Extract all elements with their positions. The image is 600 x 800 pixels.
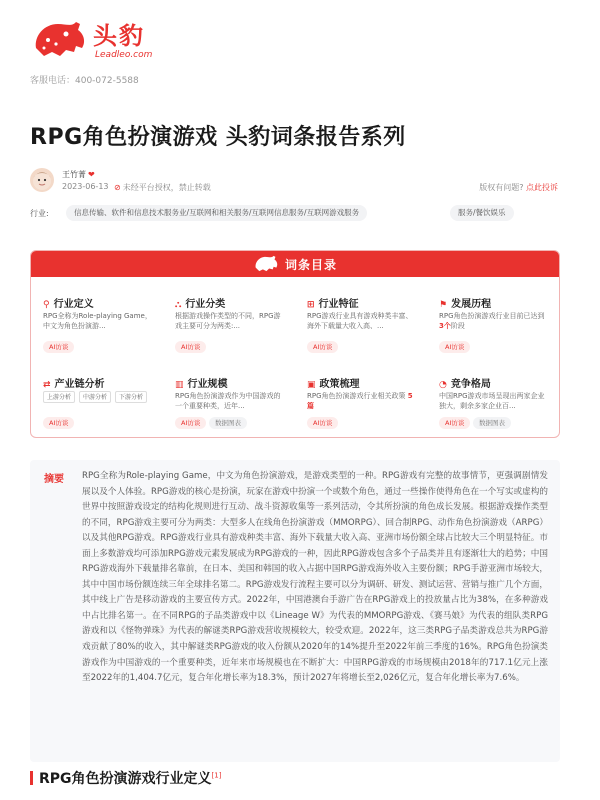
toc-item-desc: RPG全称为Role-playing Game，中文为角色扮演游... (43, 312, 152, 330)
abstract-text: RPG全称为Role-playing Game，中文为角色扮演游戏，是游戏类型的一种。RPG游戏有完整的故事情节，更强调剧情发展以及个人体验。RPG游戏的核心是扮演，玩家在游戏中扮演一个或数个角色，通过一些操作使得角色在一个写实或虚构的世界中按照游戏设定的结构化规则进行互动、战斗资源收集等一系列活动，令其所扮演的角色成长发展。根据游戏操作类型的不同，RPG游戏主要可分为两类：大型多人在线角色扮演游戏（MMORPG）、回合制RPG、动作角色扮演游戏（ARPG）以及其他RPG游戏。RPG游戏行业具有游戏种类丰富、海外下载量大收入高、亚洲市场份额全球占比较大三个明显特征。市面上多数游戏均可添加RPG游戏元素发展成为RPG游戏的一种，因此RPG游戏包含多个子品类并且有逐渐壮大的趋势；中国RPG游戏海外下载量排名靠前，在日本、美国和韩国的收入占据中国RPG游戏海外收入主要份额；RPG手游亚洲市场较大，其中中国市场份额连续三年全球排名第二。RPG游戏发行流程主要可以分为调研、研发、测试运营、营销与推广几个方面，其中线上广告是移动游戏的主要宣传方式。2022年，中国港澳台手游广告在RPG游戏上的投放量占比为38%，在多种游戏中占比排名第一。在不同RPG的子品类游戏中以《Lineage W》为代表的MMORPG游戏、《赛马娘》为代表的组队类RPG游戏和以《怪物弹珠》为代表的解谜类RPG游戏营收规模较大，较受欢迎。2022年，这三类RPG子品类游戏总共为RPG游戏贡献了80%的收入，其中解谜类RPG游戏的收入份额从2020年的14%提升至2022年前三季度的16%。RPG角色扮演类游戏作为中国游戏的一个重要种类，近年来市场规模也在不断扩大：中国RPG游戏的市场规模由2018年的717.1亿元上涨至2022年的1,404.7亿元，复合年化增长率为18.3%，预计2027年将增长至2,026亿元，复合年化增长率为7.6%。 (82, 471, 548, 684)
toc-item-desc: 根据游戏操作类型的不同，RPG游戏主要可分为两类:... (175, 312, 281, 330)
section-title-text: RPG角色扮演游戏行业定义 (39, 771, 212, 787)
ai-interview-pill[interactable]: AI访谈 (43, 341, 74, 353)
heart-icon: ❤ (88, 170, 95, 179)
desc-text: 阶段 (450, 322, 465, 330)
chain-icon: ⇄ (43, 380, 51, 390)
classification-icon: ⛬ (175, 300, 182, 310)
footnote-ref[interactable]: [1] (211, 771, 222, 780)
copyright-question (479, 182, 558, 193)
ai-interview-pill[interactable]: AI访谈 (439, 417, 470, 429)
author-name-text: 王竹菁 (62, 170, 86, 179)
abstract-label: 摘要 (44, 474, 64, 485)
stage-count: 3个 (439, 322, 451, 330)
toc-item-desc: 中国RPG游戏市场呈现出两家企业独大，剩余多家企业百... (439, 392, 545, 410)
midstream-chip[interactable]: 中游分析 (79, 391, 111, 403)
industry-tag[interactable]: 服务/餐饮娱乐 (450, 205, 514, 221)
section-bar (30, 771, 33, 785)
toc-item-desc: RPG角色扮演游戏作为中国游戏的一个重要种类，近年... (175, 392, 281, 410)
feature-icon: ⊞ (307, 300, 315, 310)
industry-label: 行业: (30, 209, 49, 218)
toc-item-title: 行业分类 (185, 299, 226, 310)
report-complaint-link[interactable]: 点此投诉 (526, 183, 558, 192)
hotline: 客服电话：400-072-5588 (30, 76, 139, 86)
toc-item-title: 行业特征 (318, 299, 359, 310)
data-chart-pill[interactable]: 数据图表 (473, 417, 511, 429)
desc-text: RPG角色扮演游戏行业目前已达到 (439, 312, 545, 320)
copyright-notice (114, 182, 211, 193)
data-chart-pill[interactable]: 数据图表 (209, 417, 247, 429)
toc-item-title: 行业规模 (187, 379, 228, 390)
ai-interview-pill[interactable]: AI访谈 (175, 417, 206, 429)
author-name[interactable] (62, 169, 95, 180)
toc-item-title: 行业定义 (53, 299, 94, 310)
ai-interview-pill[interactable]: AI访谈 (43, 417, 74, 429)
toc-item-desc: RPG游戏行业具有游戏种类丰富、海外下载量大收入高、... (307, 312, 413, 330)
industry-tag[interactable]: 信息传输、软件和信息技术服务业/互联网和相关服务/互联网信息服务/互联网游戏服务 (66, 205, 367, 221)
brand-logo[interactable] (30, 14, 160, 70)
question-prefix: 版权有问题? (479, 183, 524, 192)
copyright-notice-text: 未经平台授权，禁止转载 (122, 183, 211, 192)
toc-item-title: 产业链分析 (54, 379, 105, 390)
ai-interview-pill[interactable]: AI访谈 (439, 341, 470, 353)
leopard-mini-icon (253, 253, 279, 275)
abstract-box (30, 460, 560, 762)
toc-item-title: 发展历程 (451, 299, 492, 310)
ai-interview-pill[interactable]: AI访谈 (307, 417, 338, 429)
toc-header (31, 251, 559, 277)
ban-icon: ⊘ (114, 183, 121, 192)
toc-title: 词条目录 (285, 258, 338, 272)
toc-item-desc (307, 391, 419, 411)
competition-icon: ◔ (439, 380, 447, 390)
history-icon: ⚑ (439, 300, 448, 310)
toc-item-title: 政策梳理 (319, 379, 360, 390)
definition-icon: ⚲ (43, 300, 50, 310)
section-title (30, 768, 221, 788)
toc-item-title: 竞争格局 (450, 379, 491, 390)
downstream-chip[interactable]: 下游分析 (115, 391, 147, 403)
policy-count: 5篇 (307, 392, 413, 410)
publish-date: 2023-06-13 (62, 182, 109, 191)
policy-icon: ▣ (307, 380, 316, 390)
brand-name-cn: 头豹 (93, 22, 145, 50)
ai-interview-pill[interactable]: AI访谈 (307, 341, 338, 353)
leopard-logo-icon (30, 18, 88, 62)
avatar-face-icon (30, 168, 54, 192)
scale-icon: ▥ (175, 380, 184, 390)
desc-text: RPG角色扮演游戏行业相关政策 (307, 392, 408, 400)
avatar[interactable] (30, 168, 54, 192)
ai-interview-pill[interactable]: AI访谈 (175, 341, 206, 353)
page-title: RPG角色扮演游戏 头豹词条报告系列 (30, 125, 406, 150)
toc-item-desc (439, 311, 551, 331)
brand-name-en: Leadleo.com (95, 50, 153, 60)
upstream-chip[interactable]: 上游分析 (43, 391, 75, 403)
toc-panel (30, 250, 560, 438)
